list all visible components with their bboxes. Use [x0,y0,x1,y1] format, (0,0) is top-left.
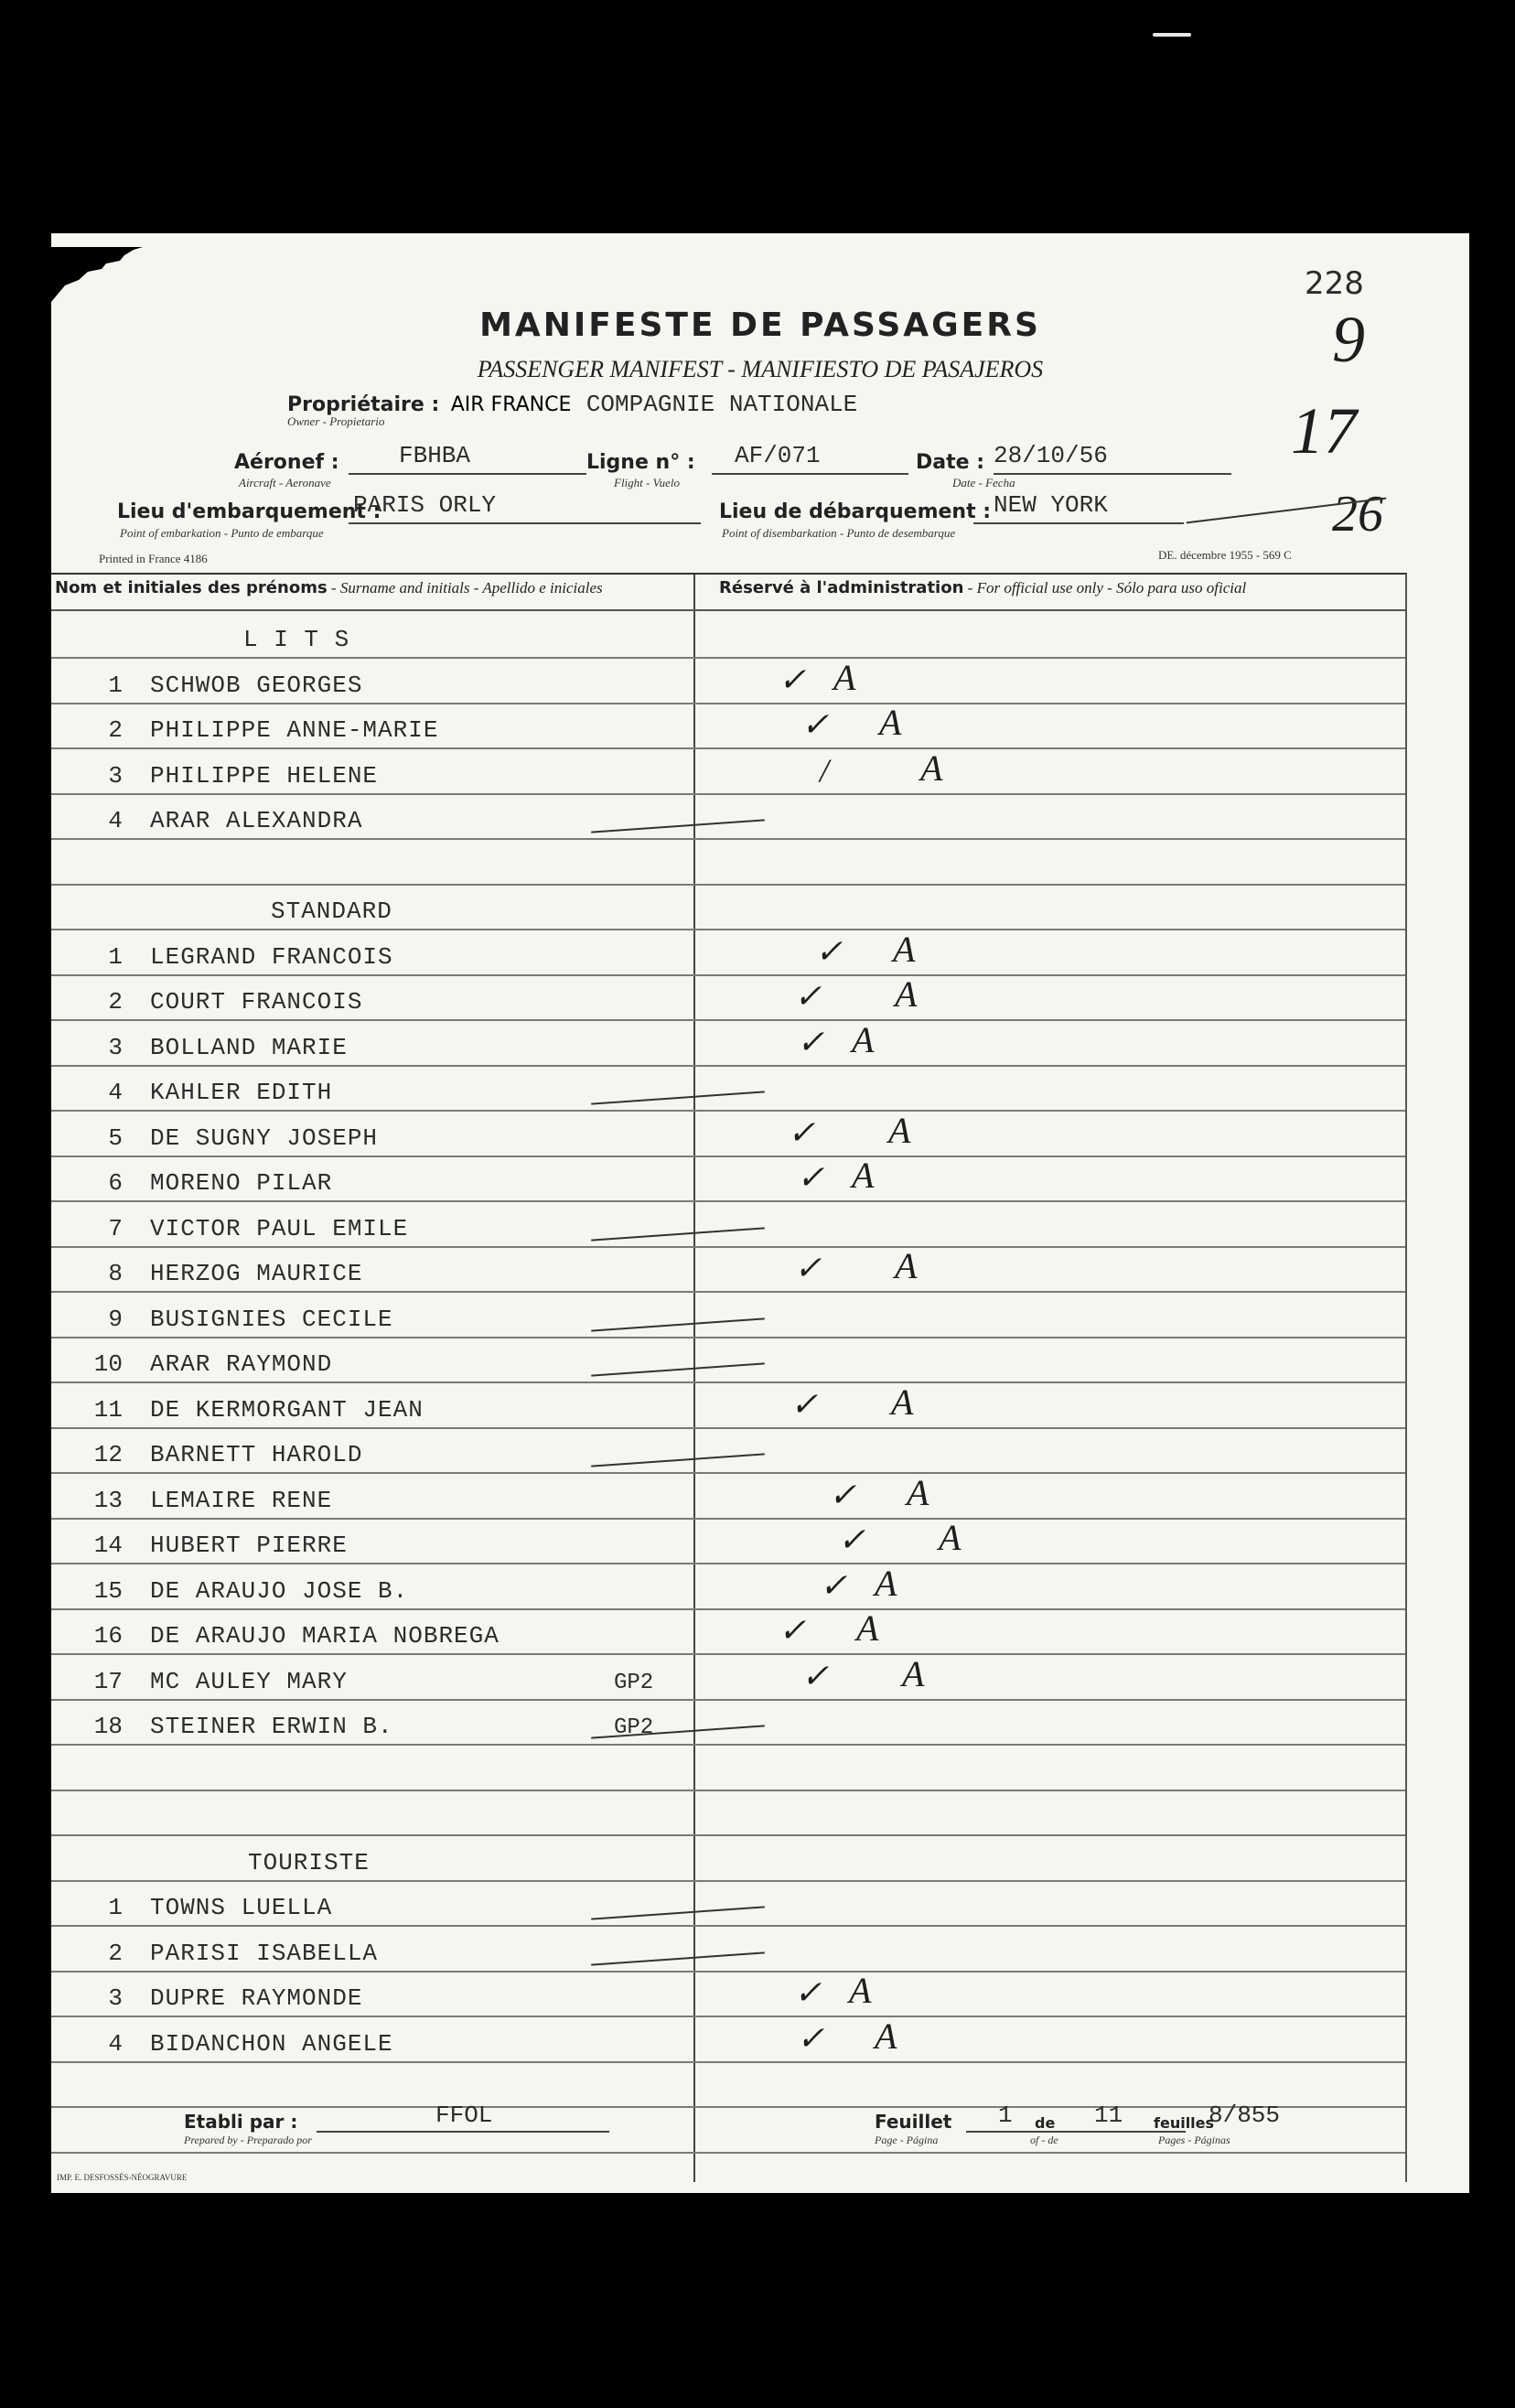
passenger-row [51,1247,1405,1293]
section-heading-row [51,885,1405,930]
passenger-row [51,1383,1405,1429]
blank-row [51,1790,1405,1836]
disembark-value: NEW YORK [994,491,1108,519]
passenger-row [51,1700,1405,1746]
official-mark: A [893,928,916,970]
passenger-number: 10 [93,1350,123,1378]
passenger-row [51,704,1405,749]
passenger-row [51,1471,1405,1520]
cancel-stroke [591,1362,765,1376]
passenger-row [51,1293,1405,1338]
passenger-name: BARNETT HAROLD [150,1441,363,1468]
of-sub: of - de [1030,2134,1058,2146]
passenger-number: 9 [108,1305,123,1333]
passenger-number: 18 [93,1713,123,1740]
margin-note-17: 17 [1291,394,1357,468]
passenger-name: DE ARAUJO JOSE B. [150,1576,409,1605]
official-mark: A [895,1245,918,1286]
passenger-row [51,749,1405,795]
official-mark: A [875,1562,897,1604]
check-mark: ✓ [797,1023,825,1060]
passenger-row [51,1652,1405,1701]
check-mark: ✓ [801,706,830,743]
passenger-table [51,573,1407,2182]
check-mark: ✓ [820,1566,848,1604]
passenger-row [51,1564,1405,1610]
passenger-name: VICTOR PAUL EMILE [150,1214,409,1242]
passenger-number: 4 [108,1079,123,1106]
passenger-row [51,975,1405,1021]
page-number: 228 [1305,265,1364,302]
of-label: de [1035,2114,1056,2132]
sheet-sub: Page - Página [875,2134,939,2146]
passenger-row [51,1066,1405,1112]
prepared-label: Etabli par : [184,2111,298,2133]
passenger-name: DE KERMORGANT JEAN [150,1395,424,1424]
passenger-number: 1 [108,671,123,699]
passenger-number: 16 [93,1622,123,1650]
passenger-number: 2 [108,988,123,1016]
date-sub: Date - Fecha [952,476,1015,489]
passenger-row [51,1109,1405,1157]
passenger-row [51,1156,1405,1202]
passenger-name: PARISI ISABELLA [150,1939,379,1967]
passenger-name: KAHLER EDITH [150,1079,333,1106]
date-label: Date : [916,451,985,474]
passenger-name: STEINER ERWIN B. [150,1713,393,1740]
passenger-name: DE SUGNY JOSEPH [150,1123,379,1152]
section-heading: TOURISTE [248,1848,370,1876]
date-value: 28/10/56 [994,442,1108,469]
passenger-name: BIDANCHON ANGELE [150,2029,393,2058]
passenger-row [51,2017,1405,2063]
passenger-number: 17 [93,1667,123,1695]
official-mark: A [833,656,856,698]
sheet-value: 1 [998,2102,1013,2129]
official-mark: A [879,702,902,743]
manifest-sheet [51,233,1469,2193]
passenger-number: 3 [108,761,123,790]
flight-sub: Flight - Vuelo [614,476,680,489]
prepared-value: FFOL [435,2102,493,2129]
passenger-number: 4 [108,2029,123,2058]
passenger-number: 15 [93,1576,123,1605]
passenger-number: 13 [93,1486,123,1514]
cancel-stroke [591,1453,765,1467]
blank-row [51,840,1405,886]
section-heading-row [51,613,1405,659]
check-mark: ✓ [794,1974,822,2011]
section-heading: L I T S [243,626,350,653]
passenger-name: TOWNS LUELLA [150,1894,333,1921]
header-official: Réservé à l'administration - For official use only - Sólo para uso oficial [719,578,1247,597]
disembark-label: Lieu de débarquement : [719,500,992,523]
passenger-number: 2 [108,716,123,744]
passenger-name: SCHWOB GEORGES [150,671,363,699]
check-mark: ✓ [788,1113,816,1151]
cancel-stroke [591,1227,765,1241]
passenger-name: MC AULEY MARY [150,1667,348,1695]
passenger-number: 5 [108,1123,123,1152]
flight-label: Ligne n° : [586,451,695,474]
check-mark: ✓ [794,978,822,1015]
official-mark: A [875,2015,897,2057]
section-heading-row [51,1836,1405,1882]
passenger-name: ARAR RAYMOND [150,1350,333,1378]
official-mark: A [856,1607,879,1649]
embark-value: PARIS ORLY [353,491,497,519]
passenger-row [51,1927,1405,1973]
ref-number: 8/855 [1209,2102,1281,2129]
printed-note: Printed in France 4186 [99,552,208,565]
official-mark: A [891,1381,914,1423]
owner-value: AIR FRANCE [450,393,572,416]
group-code: GP2 [614,1715,654,1740]
official-mark: A [907,1471,929,1513]
passenger-name: PHILIPPE ANNE-MARIE [150,716,439,744]
check-mark: ✓ [797,2019,825,2057]
flight-value: AF/071 [735,442,821,469]
blank-row [51,2062,1405,2108]
official-mark: A [849,1970,872,2011]
passenger-number: 2 [108,1939,123,1967]
passenger-name: HUBERT PIERRE [150,1532,348,1559]
official-mark: A [852,1018,875,1060]
owner-field: Propriétaire : AIR FRANCE COMPAGNIE NATIONALE [287,391,858,418]
passenger-row [51,794,1405,840]
passenger-number: 1 [108,1894,123,1921]
check-mark: ✓ [801,1657,830,1694]
cancel-stroke [591,1317,765,1331]
passenger-name: DUPRE RAYMONDE [150,1984,363,2012]
aircraft-label: Aéronef : [234,451,339,474]
embark-label: Lieu d'embarquement : [117,500,381,523]
passenger-row [51,1338,1405,1383]
passenger-name: MORENO PILAR [150,1169,333,1197]
group-code: GP2 [614,1670,654,1695]
passenger-name: DE ARAUJO MARIA NOBREGA [150,1622,500,1650]
check-mark: ✓ [779,661,807,698]
total-value: 11 [1094,2102,1123,2129]
official-mark: A [939,1517,962,1558]
official-mark: A [852,1155,875,1196]
header-names: Nom et initiales des prénoms - Surname and initials - Apellido e iniciales [55,578,603,597]
passenger-name: LEGRAND FRANCOIS [150,942,393,971]
check-mark: ✓ [794,1250,822,1286]
check-mark: ✓ [790,1385,819,1423]
passenger-number: 1 [108,942,123,971]
aircraft-value: FBHBA [399,442,471,469]
passenger-number: 4 [108,807,123,834]
official-mark: A [920,747,943,789]
passenger-name: BUSIGNIES CECILE [150,1305,393,1333]
passenger-row [51,930,1405,976]
passenger-name: COURT FRANCOIS [150,988,363,1016]
cancel-stroke [591,1906,765,1919]
passenger-number: 12 [93,1441,123,1468]
section-heading: STANDARD [271,898,392,925]
passenger-number: 7 [108,1214,123,1242]
passenger-number: 14 [93,1532,123,1559]
passenger-number: 6 [108,1169,123,1197]
passenger-number: 8 [108,1260,123,1287]
passenger-row [51,656,1405,704]
official-mark: A [888,1109,911,1151]
printer-note: IMP. E. DESFOSSÉS-NÉOGRAVURE [57,2173,188,2182]
check-mark: ✓ [779,1612,807,1649]
official-mark: A [895,973,918,1015]
check-mark: / [820,751,830,789]
check-mark: ✓ [815,932,843,970]
passenger-name: BOLLAND MARIE [150,1033,348,1061]
official-mark: A [902,1652,925,1694]
passenger-row [51,1972,1405,2017]
margin-note-9: 9 [1332,303,1365,376]
passenger-number: 3 [108,1984,123,2012]
manifest-subtitle: PASSENGER MANIFEST - MANIFIESTO DE PASAJEROS [477,356,1044,382]
blank-row [51,1746,1405,1791]
passenger-name: HERZOG MAURICE [150,1260,363,1287]
sheet-label: Feuillet [875,2111,952,2133]
embark-sub: Point of embarkation - Punto de embarque [120,526,324,540]
aircraft-sub: Aircraft - Aeronave [239,476,331,489]
disembark-sub: Point of disembarkation - Punto de desembarque [722,526,956,540]
passenger-row [51,1202,1405,1248]
pages-label: feuilles [1154,2114,1215,2132]
cancel-stroke [591,819,765,833]
check-mark: ✓ [829,1476,857,1513]
cancel-stroke [591,1951,765,1965]
passenger-number: 11 [93,1395,123,1424]
passenger-name: PHILIPPE HELENE [150,761,379,790]
passenger-name: LEMAIRE RENE [150,1486,333,1514]
passenger-row [51,1881,1405,1927]
pages-sub: Pages - Páginas [1158,2134,1230,2146]
check-mark: ✓ [838,1521,866,1558]
manifest-title: MANIFESTE DE PASSAGERS [479,306,1041,344]
owner-value-2: COMPAGNIE NATIONALE [586,391,858,418]
form-reference: DE. décembre 1955 - 569 C [1158,548,1292,562]
cancel-stroke [591,1091,765,1104]
passenger-row [51,1018,1405,1067]
film-marker [1153,33,1191,37]
margin-note-26: 26 [1332,486,1383,543]
check-mark: ✓ [797,1159,825,1196]
passenger-row [51,1609,1405,1655]
prepared-sub: Prepared by - Preparado por [184,2134,312,2146]
owner-sub: Owner - Propietario [287,414,385,428]
passenger-name: ARAR ALEXANDRA [150,807,363,834]
passenger-row [51,1428,1405,1474]
passenger-number: 3 [108,1033,123,1061]
passenger-row [51,1519,1405,1564]
